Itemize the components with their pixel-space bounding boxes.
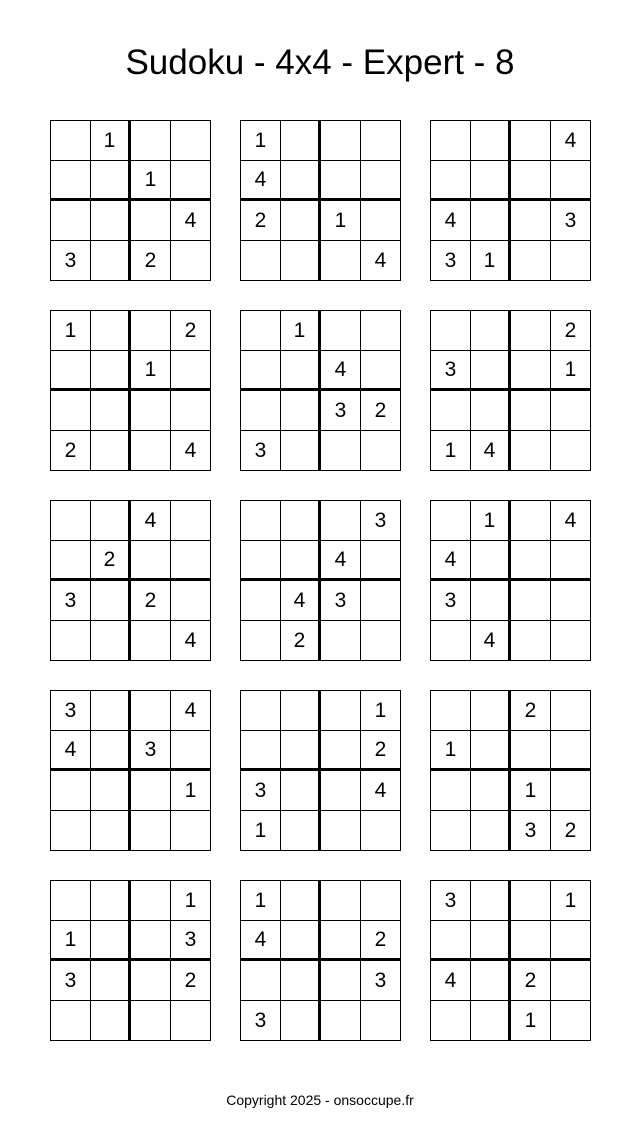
sudoku-cell[interactable] xyxy=(511,581,551,621)
sudoku-cell[interactable] xyxy=(361,121,401,161)
sudoku-cell[interactable] xyxy=(321,881,361,921)
sudoku-cell[interactable]: 3 xyxy=(431,881,471,921)
sudoku-cell[interactable] xyxy=(281,1001,321,1041)
sudoku-cell[interactable]: 3 xyxy=(51,691,91,731)
sudoku-cell[interactable]: 2 xyxy=(551,811,591,851)
sudoku-cell[interactable] xyxy=(471,1001,511,1041)
sudoku-cell[interactable] xyxy=(431,161,471,201)
sudoku-cell[interactable]: 4 xyxy=(471,621,511,661)
sudoku-cell[interactable]: 1 xyxy=(361,691,401,731)
sudoku-cell[interactable] xyxy=(51,621,91,661)
sudoku-cell[interactable] xyxy=(321,691,361,731)
sudoku-cell[interactable]: 1 xyxy=(471,241,511,281)
sudoku-cell[interactable] xyxy=(171,351,211,391)
sudoku-cell[interactable] xyxy=(551,581,591,621)
sudoku-cell[interactable] xyxy=(91,811,131,851)
sudoku-cell[interactable] xyxy=(471,541,511,581)
sudoku-cell[interactable] xyxy=(431,771,471,811)
sudoku-cell[interactable] xyxy=(511,731,551,771)
sudoku-cell[interactable] xyxy=(511,541,551,581)
sudoku-cell[interactable] xyxy=(511,501,551,541)
sudoku-cell[interactable] xyxy=(511,921,551,961)
sudoku-puzzle xyxy=(430,310,591,471)
sudoku-cell[interactable] xyxy=(361,1001,401,1041)
sudoku-puzzle xyxy=(430,120,591,281)
sudoku-cell[interactable] xyxy=(361,621,401,661)
sudoku-cell[interactable] xyxy=(361,351,401,391)
sudoku-puzzle xyxy=(240,690,401,851)
sudoku-cell[interactable]: 1 xyxy=(91,121,131,161)
sudoku-puzzle xyxy=(240,120,401,281)
sudoku-cell[interactable] xyxy=(131,121,171,161)
sudoku-cell[interactable] xyxy=(361,811,401,851)
sudoku-cell[interactable]: 2 xyxy=(551,311,591,351)
sudoku-cell[interactable] xyxy=(131,811,171,851)
sudoku-cell[interactable]: 1 xyxy=(551,351,591,391)
sudoku-cell[interactable] xyxy=(51,771,91,811)
sudoku-cell[interactable]: 3 xyxy=(321,391,361,431)
page-title: Sudoku - 4x4 - Expert - 8 xyxy=(125,43,515,82)
sudoku-cell[interactable] xyxy=(361,431,401,471)
sudoku-puzzle xyxy=(240,500,401,661)
sudoku-cell[interactable] xyxy=(91,961,131,1001)
sudoku-cell[interactable]: 4 xyxy=(131,501,171,541)
sudoku-puzzle xyxy=(240,880,401,1041)
sudoku-cell[interactable]: 4 xyxy=(551,121,591,161)
sudoku-cell[interactable] xyxy=(471,201,511,241)
sudoku-cell[interactable] xyxy=(281,541,321,581)
sudoku-cell[interactable] xyxy=(281,811,321,851)
sudoku-cell[interactable] xyxy=(91,431,131,471)
sudoku-cell[interactable] xyxy=(281,121,321,161)
sudoku-cell[interactable]: 4 xyxy=(321,351,361,391)
sudoku-cell[interactable] xyxy=(471,811,511,851)
sudoku-cell[interactable]: 2 xyxy=(511,691,551,731)
sudoku-cell[interactable] xyxy=(91,201,131,241)
sudoku-cell[interactable] xyxy=(361,161,401,201)
sudoku-cell[interactable] xyxy=(131,391,171,431)
sudoku-cell[interactable] xyxy=(91,621,131,661)
sudoku-cell[interactable] xyxy=(471,881,511,921)
sudoku-cell[interactable] xyxy=(551,691,591,731)
sudoku-cell[interactable]: 2 xyxy=(361,391,401,431)
sudoku-cell[interactable]: 2 xyxy=(51,431,91,471)
sudoku-cell[interactable] xyxy=(511,311,551,351)
sudoku-cell[interactable]: 1 xyxy=(431,731,471,771)
sudoku-cell[interactable] xyxy=(171,241,211,281)
sudoku-cell[interactable]: 2 xyxy=(511,961,551,1001)
sudoku-cell[interactable] xyxy=(131,311,171,351)
sudoku-cell[interactable]: 2 xyxy=(241,201,281,241)
sudoku-cell[interactable]: 1 xyxy=(131,351,171,391)
sudoku-cell[interactable]: 1 xyxy=(131,161,171,201)
sudoku-cell[interactable] xyxy=(131,201,171,241)
sudoku-cell[interactable] xyxy=(281,691,321,731)
sudoku-cell[interactable]: 1 xyxy=(241,811,281,851)
sudoku-cell[interactable] xyxy=(131,1001,171,1041)
sudoku-cell[interactable] xyxy=(281,961,321,1001)
sudoku-cell[interactable]: 3 xyxy=(51,961,91,1001)
sudoku-cell[interactable]: 3 xyxy=(241,771,281,811)
sudoku-cell[interactable]: 4 xyxy=(431,201,471,241)
sudoku-cell[interactable]: 1 xyxy=(171,881,211,921)
sudoku-cell[interactable] xyxy=(91,581,131,621)
sudoku-cell[interactable] xyxy=(511,621,551,661)
sudoku-cell[interactable]: 3 xyxy=(361,961,401,1001)
sudoku-cell[interactable] xyxy=(51,201,91,241)
sudoku-cell[interactable]: 1 xyxy=(321,201,361,241)
sudoku-cell[interactable]: 3 xyxy=(131,731,171,771)
sudoku-cell[interactable] xyxy=(281,241,321,281)
sudoku-cell[interactable] xyxy=(131,431,171,471)
sudoku-cell[interactable]: 1 xyxy=(471,501,511,541)
sudoku-cell[interactable]: 1 xyxy=(171,771,211,811)
sudoku-cell[interactable] xyxy=(511,431,551,471)
sudoku-cell[interactable] xyxy=(361,201,401,241)
sudoku-cell[interactable] xyxy=(281,161,321,201)
sudoku-cell[interactable] xyxy=(241,311,281,351)
sudoku-cell[interactable] xyxy=(551,391,591,431)
sudoku-cell[interactable] xyxy=(321,621,361,661)
sudoku-cell[interactable] xyxy=(91,241,131,281)
sudoku-cell[interactable] xyxy=(131,881,171,921)
sudoku-cell[interactable] xyxy=(91,351,131,391)
sudoku-cell[interactable] xyxy=(471,961,511,1001)
sudoku-cell[interactable] xyxy=(131,541,171,581)
sudoku-cell[interactable] xyxy=(361,311,401,351)
sudoku-cell[interactable] xyxy=(171,121,211,161)
sudoku-cell[interactable] xyxy=(551,541,591,581)
sudoku-cell[interactable]: 1 xyxy=(51,311,91,351)
sudoku-cell[interactable] xyxy=(131,691,171,731)
sudoku-cell[interactable]: 4 xyxy=(321,541,361,581)
sudoku-cell[interactable] xyxy=(241,241,281,281)
sudoku-cell[interactable] xyxy=(431,391,471,431)
sudoku-cell[interactable] xyxy=(51,1001,91,1041)
sudoku-cell[interactable] xyxy=(361,541,401,581)
sudoku-cell[interactable]: 2 xyxy=(171,961,211,1001)
sudoku-cell[interactable] xyxy=(431,921,471,961)
sudoku-cell[interactable]: 1 xyxy=(431,431,471,471)
sudoku-cell[interactable] xyxy=(551,161,591,201)
sudoku-cell[interactable] xyxy=(281,881,321,921)
sudoku-cell[interactable] xyxy=(91,1001,131,1041)
sudoku-cell[interactable] xyxy=(281,201,321,241)
sudoku-cell[interactable] xyxy=(241,961,281,1001)
sudoku-cell[interactable]: 4 xyxy=(361,771,401,811)
sudoku-cell[interactable]: 3 xyxy=(241,1001,281,1041)
sudoku-cell[interactable] xyxy=(511,881,551,921)
sudoku-cell[interactable]: 2 xyxy=(171,311,211,351)
sudoku-cell[interactable] xyxy=(471,161,511,201)
sudoku-cell[interactable] xyxy=(321,771,361,811)
sudoku-cell[interactable]: 2 xyxy=(131,241,171,281)
sudoku-cell[interactable] xyxy=(551,921,591,961)
sudoku-cell[interactable] xyxy=(511,241,551,281)
sudoku-cell[interactable] xyxy=(431,691,471,731)
sudoku-cell[interactable]: 3 xyxy=(241,431,281,471)
sudoku-cell[interactable]: 1 xyxy=(511,771,551,811)
sudoku-cell[interactable] xyxy=(171,731,211,771)
sudoku-cell[interactable] xyxy=(51,541,91,581)
sudoku-cell[interactable] xyxy=(51,161,91,201)
sudoku-puzzle xyxy=(240,310,401,471)
sudoku-cell[interactable] xyxy=(551,621,591,661)
sudoku-cell[interactable]: 4 xyxy=(171,691,211,731)
sudoku-cell[interactable] xyxy=(551,241,591,281)
sudoku-cell[interactable] xyxy=(321,731,361,771)
sudoku-cell[interactable] xyxy=(321,501,361,541)
sudoku-cell[interactable] xyxy=(171,1001,211,1041)
sudoku-cell[interactable]: 1 xyxy=(241,881,281,921)
sudoku-cell[interactable] xyxy=(281,501,321,541)
sudoku-cell[interactable] xyxy=(511,351,551,391)
sudoku-puzzle xyxy=(50,310,211,471)
sudoku-cell[interactable]: 3 xyxy=(511,811,551,851)
sudoku-cell[interactable] xyxy=(51,501,91,541)
sudoku-cell[interactable] xyxy=(361,881,401,921)
sudoku-cell[interactable] xyxy=(321,811,361,851)
sudoku-cell[interactable] xyxy=(281,391,321,431)
sudoku-cell[interactable] xyxy=(511,201,551,241)
sudoku-cell[interactable]: 4 xyxy=(281,581,321,621)
sudoku-cell[interactable] xyxy=(241,391,281,431)
sudoku-cell[interactable] xyxy=(171,501,211,541)
sudoku-cell[interactable] xyxy=(91,311,131,351)
sudoku-cell[interactable] xyxy=(91,921,131,961)
sudoku-cell[interactable] xyxy=(511,391,551,431)
sudoku-cell[interactable] xyxy=(321,121,361,161)
sudoku-cell[interactable] xyxy=(51,391,91,431)
sudoku-cell[interactable] xyxy=(431,621,471,661)
sudoku-cell[interactable] xyxy=(241,541,281,581)
sudoku-cell[interactable]: 3 xyxy=(431,241,471,281)
sudoku-cell[interactable]: 1 xyxy=(241,121,281,161)
sudoku-cell[interactable] xyxy=(131,771,171,811)
sudoku-cell[interactable] xyxy=(281,731,321,771)
sudoku-cell[interactable] xyxy=(431,311,471,351)
sudoku-cell[interactable] xyxy=(361,581,401,621)
sudoku-cell[interactable] xyxy=(131,961,171,1001)
sudoku-cell[interactable] xyxy=(551,431,591,471)
sudoku-cell[interactable]: 1 xyxy=(51,921,91,961)
sudoku-cell[interactable] xyxy=(321,431,361,471)
sudoku-cell[interactable] xyxy=(51,351,91,391)
sudoku-cell[interactable] xyxy=(91,391,131,431)
sudoku-cell[interactable]: 3 xyxy=(551,201,591,241)
sudoku-cell[interactable]: 3 xyxy=(361,501,401,541)
sudoku-cell[interactable] xyxy=(171,811,211,851)
sudoku-cell[interactable] xyxy=(131,621,171,661)
sudoku-cell[interactable] xyxy=(91,161,131,201)
sudoku-cell[interactable] xyxy=(91,731,131,771)
sudoku-cell[interactable] xyxy=(241,351,281,391)
sudoku-cell[interactable]: 4 xyxy=(431,541,471,581)
sudoku-cell[interactable] xyxy=(471,351,511,391)
sudoku-cell[interactable] xyxy=(471,921,511,961)
sudoku-cell[interactable]: 2 xyxy=(281,621,321,661)
sudoku-cell[interactable]: 4 xyxy=(361,241,401,281)
sudoku-cell[interactable] xyxy=(171,541,211,581)
sudoku-cell[interactable] xyxy=(91,501,131,541)
sudoku-cell[interactable] xyxy=(91,881,131,921)
sudoku-cell[interactable]: 4 xyxy=(171,431,211,471)
sudoku-puzzle xyxy=(430,880,591,1041)
sudoku-puzzle xyxy=(430,690,591,851)
sudoku-cell[interactable] xyxy=(241,581,281,621)
sudoku-cell[interactable] xyxy=(551,731,591,771)
sudoku-cell[interactable]: 3 xyxy=(321,581,361,621)
sudoku-cell[interactable] xyxy=(321,311,361,351)
sudoku-cell[interactable] xyxy=(551,961,591,1001)
sudoku-cell[interactable] xyxy=(321,1001,361,1041)
sudoku-cell[interactable]: 4 xyxy=(171,621,211,661)
sudoku-cell[interactable] xyxy=(511,121,551,161)
puzzle-grid-area xyxy=(50,120,591,1041)
sudoku-cell[interactable]: 4 xyxy=(171,201,211,241)
sudoku-cell[interactable] xyxy=(281,921,321,961)
sudoku-cell[interactable]: 2 xyxy=(361,921,401,961)
sudoku-cell[interactable] xyxy=(241,621,281,661)
sudoku-cell[interactable] xyxy=(281,771,321,811)
sudoku-cell[interactable]: 1 xyxy=(511,1001,551,1041)
sudoku-cell[interactable]: 3 xyxy=(51,581,91,621)
sudoku-cell[interactable]: 4 xyxy=(241,161,281,201)
sudoku-cell[interactable] xyxy=(171,161,211,201)
sudoku-cell[interactable]: 2 xyxy=(91,541,131,581)
sudoku-cell[interactable]: 3 xyxy=(51,241,91,281)
sudoku-puzzle xyxy=(430,500,591,661)
copyright-footer: Copyright 2025 - onsoccupe.fr xyxy=(226,1092,414,1108)
sudoku-cell[interactable] xyxy=(321,161,361,201)
sudoku-puzzle xyxy=(50,690,211,851)
sudoku-cell[interactable] xyxy=(51,811,91,851)
sudoku-puzzle xyxy=(50,880,211,1041)
sudoku-cell[interactable] xyxy=(321,921,361,961)
sudoku-cell[interactable]: 4 xyxy=(51,731,91,771)
sudoku-cell[interactable]: 4 xyxy=(551,501,591,541)
sudoku-cell[interactable] xyxy=(511,161,551,201)
sudoku-cell[interactable] xyxy=(551,1001,591,1041)
sudoku-puzzle xyxy=(50,120,211,281)
sudoku-cell[interactable]: 2 xyxy=(361,731,401,771)
sudoku-cell[interactable] xyxy=(431,1001,471,1041)
sudoku-cell[interactable] xyxy=(551,771,591,811)
sudoku-cell[interactable] xyxy=(471,581,511,621)
sudoku-puzzle xyxy=(50,500,211,661)
sudoku-cell[interactable]: 2 xyxy=(131,581,171,621)
sudoku-cell[interactable] xyxy=(51,881,91,921)
sudoku-cell[interactable] xyxy=(241,731,281,771)
sudoku-cell[interactable] xyxy=(51,121,91,161)
sudoku-cell[interactable]: 3 xyxy=(171,921,211,961)
sudoku-cell[interactable] xyxy=(431,811,471,851)
sudoku-cell[interactable] xyxy=(431,121,471,161)
sudoku-cell[interactable]: 4 xyxy=(431,961,471,1001)
sudoku-cell[interactable] xyxy=(91,771,131,811)
sudoku-cell[interactable]: 1 xyxy=(281,311,321,351)
sudoku-cell[interactable] xyxy=(471,311,511,351)
sudoku-cell[interactable] xyxy=(241,691,281,731)
sudoku-cell[interactable] xyxy=(471,731,511,771)
sudoku-cell[interactable] xyxy=(241,501,281,541)
sudoku-cell[interactable]: 3 xyxy=(431,351,471,391)
sudoku-cell[interactable] xyxy=(91,691,131,731)
sudoku-cell[interactable]: 4 xyxy=(471,431,511,471)
sudoku-cell[interactable] xyxy=(171,581,211,621)
sudoku-cell[interactable] xyxy=(281,431,321,471)
sudoku-cell[interactable] xyxy=(321,241,361,281)
sudoku-cell[interactable] xyxy=(471,691,511,731)
sudoku-cell[interactable] xyxy=(321,961,361,1001)
sudoku-cell[interactable] xyxy=(431,501,471,541)
sudoku-cell[interactable]: 3 xyxy=(431,581,471,621)
sudoku-cell[interactable] xyxy=(471,121,511,161)
sudoku-cell[interactable] xyxy=(131,921,171,961)
sudoku-cell[interactable] xyxy=(471,391,511,431)
sudoku-cell[interactable]: 1 xyxy=(551,881,591,921)
sudoku-cell[interactable] xyxy=(281,351,321,391)
sudoku-cell[interactable] xyxy=(171,391,211,431)
sudoku-cell[interactable]: 4 xyxy=(241,921,281,961)
sudoku-cell[interactable] xyxy=(471,771,511,811)
